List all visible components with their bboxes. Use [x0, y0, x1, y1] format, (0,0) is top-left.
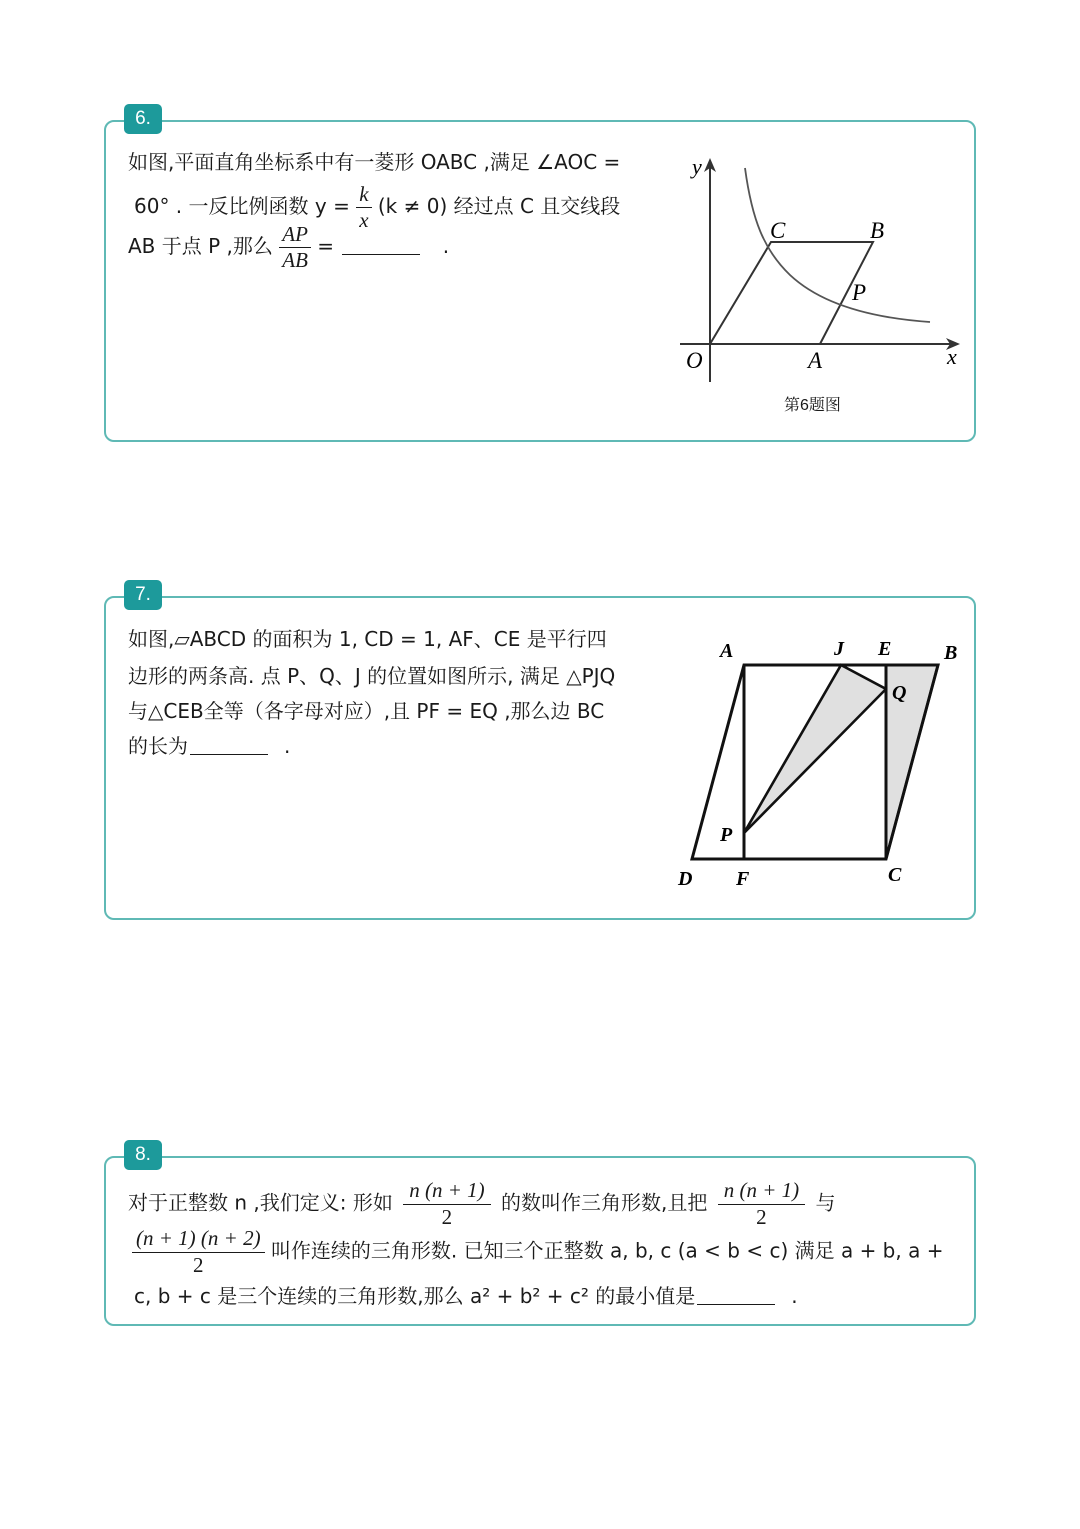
label-o: O [686, 348, 703, 373]
answer-blank[interactable] [342, 254, 420, 255]
fraction-ap-over-ab: $\frac{AP}{AB}$ [279, 224, 311, 271]
label-a: A [720, 640, 734, 662]
label-j: J [834, 638, 844, 660]
q7-line-3: 与△CEB全等（各字母对应）,且 PF = EQ ,那么边 BC [128, 699, 605, 723]
answer-blank[interactable] [190, 754, 268, 755]
q6-line-2: 60° . 一反比例函数 y = $\frac{k}{x}$ (k ≠ 0) 经过点 C 且交线段 [134, 182, 621, 232]
label-q: Q [892, 682, 907, 704]
fraction-triangle-number-2: $\frac{n (n + 1)}{2}$ [718, 1180, 805, 1228]
label-b: B [870, 218, 885, 243]
label-c: C [770, 218, 786, 243]
question-card-7 [104, 584, 976, 920]
answer-blank[interactable] [697, 1304, 775, 1305]
q7-line-2: 边形的两条高. 点 P、Q、J 的位置如图所示, 满足 △PJQ [128, 664, 616, 688]
question-number-badge: 8. [124, 1140, 162, 1170]
q8-line-2: $\frac{(n + 1) (n + 2)}{2}$ 叫作连续的三角形数. 已知三个正整数 a, b, c (a < b < c) 满足 a + b, a + [132, 1228, 943, 1276]
fraction-k-over-x: $\frac{k}{x}$ [356, 184, 371, 231]
label-b: B [944, 642, 958, 664]
label-a: A [808, 348, 823, 373]
triangle-pjq [744, 665, 886, 833]
q6-figure-caption: 第6题图 [784, 397, 841, 414]
q7-figure [672, 633, 972, 933]
rhombus-oabc [710, 242, 873, 344]
q6-line-3: AB 于点 P ,那么 $\frac{AP}{AB}$ = . [128, 222, 450, 272]
fraction-next-triangle-number: $\frac{(n + 1) (n + 2)}{2}$ [132, 1228, 265, 1276]
label-p: P [852, 280, 867, 305]
label-c: C [888, 864, 902, 886]
label-p: P [720, 824, 733, 846]
q8-line-1: 对于正整数 n ,我们定义: 形如 $\frac{n (n + 1)}{2}$ 的数叫作三角形数,且把 $\frac{n (n + 1)}{2}$ 与 [128, 1178, 836, 1229]
q7-line-4: 的长为 . [128, 734, 291, 758]
label-f: F [736, 868, 750, 890]
q7-line-1: 如图,▱ABCD 的面积为 1, CD = 1, AF、CE 是平行四 [128, 627, 607, 651]
q6-line-1: 如图,平面直角坐标系中有一菱形 OABC ,满足 ∠AOC = [128, 150, 621, 174]
question-card-6 [104, 108, 976, 442]
label-d: D [678, 868, 693, 890]
q8-line-3: c, b + c 是三个连续的三角形数,那么 a² + b² + c² 的最小值是 . [134, 1284, 798, 1308]
question-number-badge: 7. [124, 580, 162, 610]
question-card-8 [104, 1144, 976, 1326]
label-x: x [947, 344, 957, 369]
label-e: E [878, 638, 892, 660]
hyperbola-curve [745, 168, 930, 322]
q6-figure [672, 150, 972, 410]
label-y: y [692, 154, 702, 179]
question-number-badge: 6. [124, 104, 162, 134]
fraction-triangle-number: $\frac{n (n + 1)}{2}$ [403, 1180, 490, 1228]
